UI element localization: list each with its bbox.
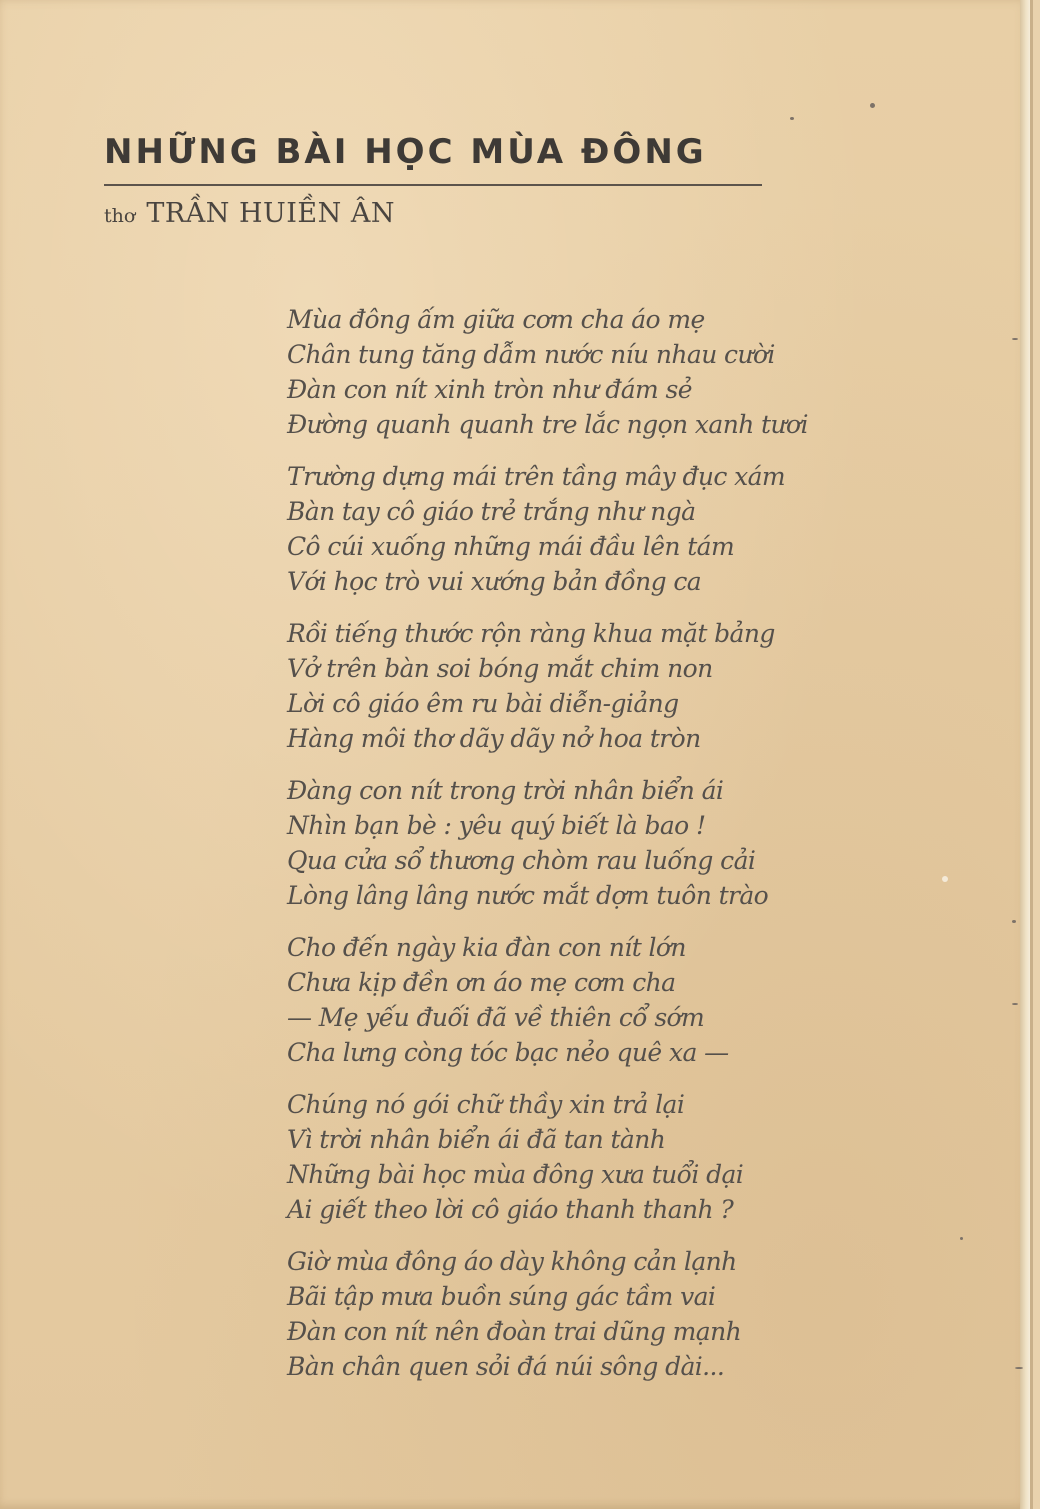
paper-speck (870, 103, 875, 108)
poem-line: Đường quanh quanh tre lắc ngọn xanh tươi (287, 410, 808, 439)
poem-line: Đàn con nít nên đoàn trai dũng mạnh (287, 1317, 742, 1346)
paper-speck (960, 1237, 963, 1240)
byline-prefix: thơ (104, 205, 136, 227)
byline (104, 198, 395, 229)
stanza (287, 930, 887, 1070)
poem-line: Bàn chân quen sỏi đá núi sông dài... (287, 1352, 725, 1381)
poem-line: Rồi tiếng thước rộn ràng khua mặt bảng (287, 619, 775, 648)
poem-line: Giờ mùa đông áo dày không cản lạnh (287, 1247, 737, 1276)
poem-line: Chân tung tăng dẫm nước níu nhau cười (287, 340, 775, 369)
poem-line: Ai giết theo lời cô giáo thanh thanh ? (287, 1195, 734, 1224)
poem-line: — Mẹ yếu đuối đã về thiên cổ sớm (287, 1003, 705, 1032)
stanza (287, 1087, 887, 1227)
poem-line: Chưa kịp đền ơn áo mẹ cơm cha (287, 968, 676, 997)
poem-line: Cô cúi xuống những mái đầu lên tám (287, 532, 735, 561)
poem-line: Vì trời nhân biển ái đã tan tành (287, 1125, 666, 1154)
poem-line: Bàn tay cô giáo trẻ trắng như ngà (287, 497, 696, 526)
poem-line: Vở trên bàn soi bóng mắt chim non (287, 654, 713, 683)
paper-speck (942, 876, 948, 882)
paper-speck (1012, 920, 1016, 923)
title-rule (104, 184, 762, 186)
poem-line: Cho đến ngày kia đàn con nít lớn (287, 933, 686, 962)
page-edge (1020, 0, 1030, 1509)
stanza (287, 302, 887, 442)
poem-body (287, 302, 887, 1401)
paper-speck (1012, 338, 1018, 340)
author-name: TRẦN HUIỀN ÂN (146, 198, 395, 229)
poem-line: Nhìn bạn bè : yêu quý biết là bao ! (287, 811, 706, 840)
stanza (287, 616, 887, 756)
poem-line: Qua cửa sổ thương chòm rau luống cải (287, 846, 756, 875)
poem-line: Hàng môi thơ dãy dãy nở hoa tròn (287, 724, 701, 753)
poem-line: Mùa đông ấm giữa cơm cha áo mẹ (287, 305, 705, 334)
paper-speck (790, 117, 794, 120)
poem-line: Cha lưng còng tóc bạc nẻo quê xa — (287, 1038, 729, 1067)
poem-line: Với học trò vui xướng bản đồng ca (287, 567, 702, 596)
stanza (287, 773, 887, 913)
poem-line: Đàng con nít trong trời nhân biển ái (287, 776, 724, 805)
poem-line: Bãi tập mưa buồn súng gác tầm vai (287, 1282, 716, 1311)
poem-line: Những bài học mùa đông xưa tuổi dại (287, 1160, 744, 1189)
poem-title: NHỮNG BÀI HỌC MÙA ĐÔNG (104, 132, 707, 172)
poem-line: Lòng lâng lâng nước mắt dợm tuôn trào (287, 881, 769, 910)
poem-line: Chúng nó gói chữ thầy xin trả lại (287, 1090, 685, 1119)
stanza (287, 1244, 887, 1384)
stanza (287, 459, 887, 599)
poem-line: Trường dựng mái trên tầng mây đục xám (287, 462, 786, 491)
paper-speck (1015, 1367, 1023, 1369)
poem-line: Đàn con nít xinh tròn như đám sẻ (287, 375, 692, 404)
poem-line: Lời cô giáo êm ru bài diễn-giảng (287, 689, 679, 718)
paper-speck (1012, 1003, 1018, 1005)
